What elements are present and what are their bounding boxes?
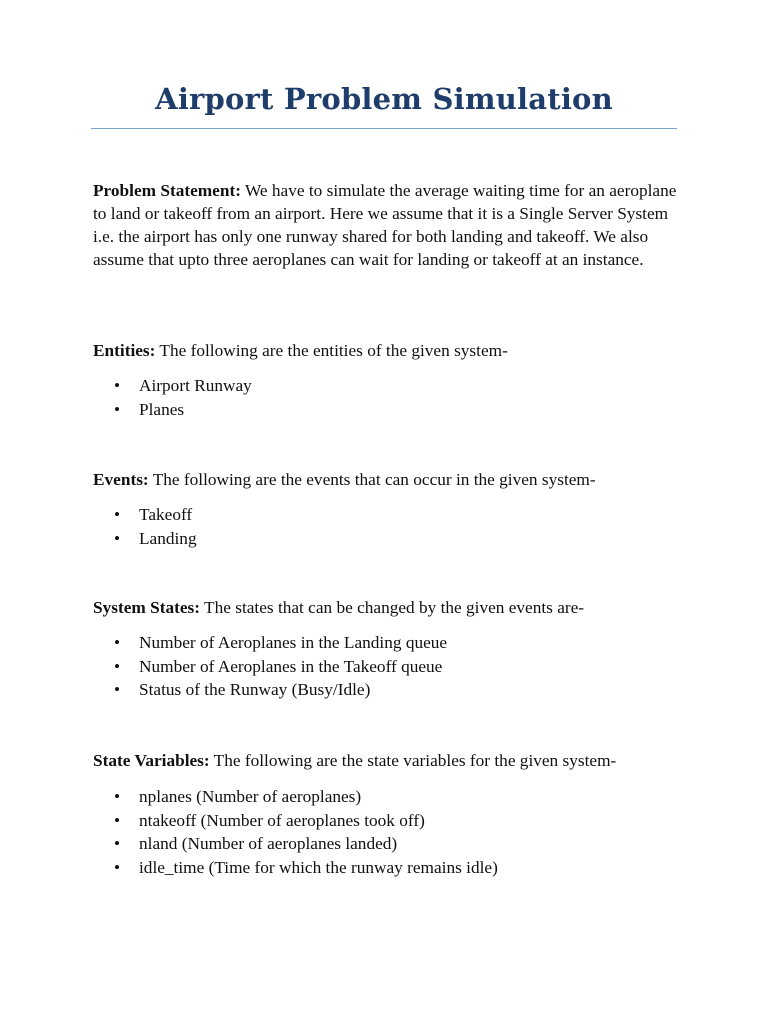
entities-list (93, 374, 252, 421)
problem-statement-label: Problem Statement: (93, 181, 241, 200)
state-variables-label: State Variables: (93, 751, 210, 770)
list-item: • ntakeoff (Number of aeroplanes took off) (93, 809, 498, 833)
list-item: • Takeoff (93, 503, 197, 527)
state-variables-text: The following are the state variables for the given system- (209, 751, 617, 770)
list-item: • Landing (93, 527, 197, 551)
events-label: Events: (93, 470, 149, 489)
events-paragraph (93, 468, 683, 491)
system-states-paragraph (93, 596, 683, 619)
state-variables-list (93, 785, 498, 879)
problem-statement-text: We have to simulate the average waiting time for an aeroplane to land or takeoff from an airport. Here we assume that it is a Single Server System i.e. the airport has only one runway shared for both landing and takeoff. We also assume that upto three aeroplanes can wait for landing or takeoff at an instance. (93, 181, 677, 269)
events-list (93, 503, 197, 550)
list-item: • Airport Runway (93, 374, 252, 398)
list-item: • idle_time (Time for which the runway remains idle) (93, 856, 498, 880)
list-item: • nplanes (Number of aeroplanes) (93, 785, 498, 809)
title-underline (91, 128, 677, 129)
list-item: • nland (Number of aeroplanes landed) (93, 832, 498, 856)
entities-paragraph (93, 339, 683, 362)
list-item: • Number of Aeroplanes in the Takeoff queue (93, 655, 447, 679)
state-variables-paragraph (93, 749, 683, 772)
list-item: • Status of the Runway (Busy/Idle) (93, 678, 447, 702)
entities-text: The following are the entities of the given system- (155, 341, 508, 360)
events-text: The following are the events that can occur in the given system- (148, 470, 596, 489)
list-item: • Planes (93, 398, 252, 422)
document-title: Airport Problem Simulation (155, 82, 613, 116)
problem-statement-paragraph (93, 179, 683, 271)
system-states-text: The states that can be changed by the given events are- (200, 598, 585, 617)
system-states-label: System States: (93, 598, 201, 617)
list-item: • Number of Aeroplanes in the Landing queue (93, 631, 447, 655)
entities-label: Entities: (93, 341, 156, 360)
system-states-list (93, 631, 447, 702)
